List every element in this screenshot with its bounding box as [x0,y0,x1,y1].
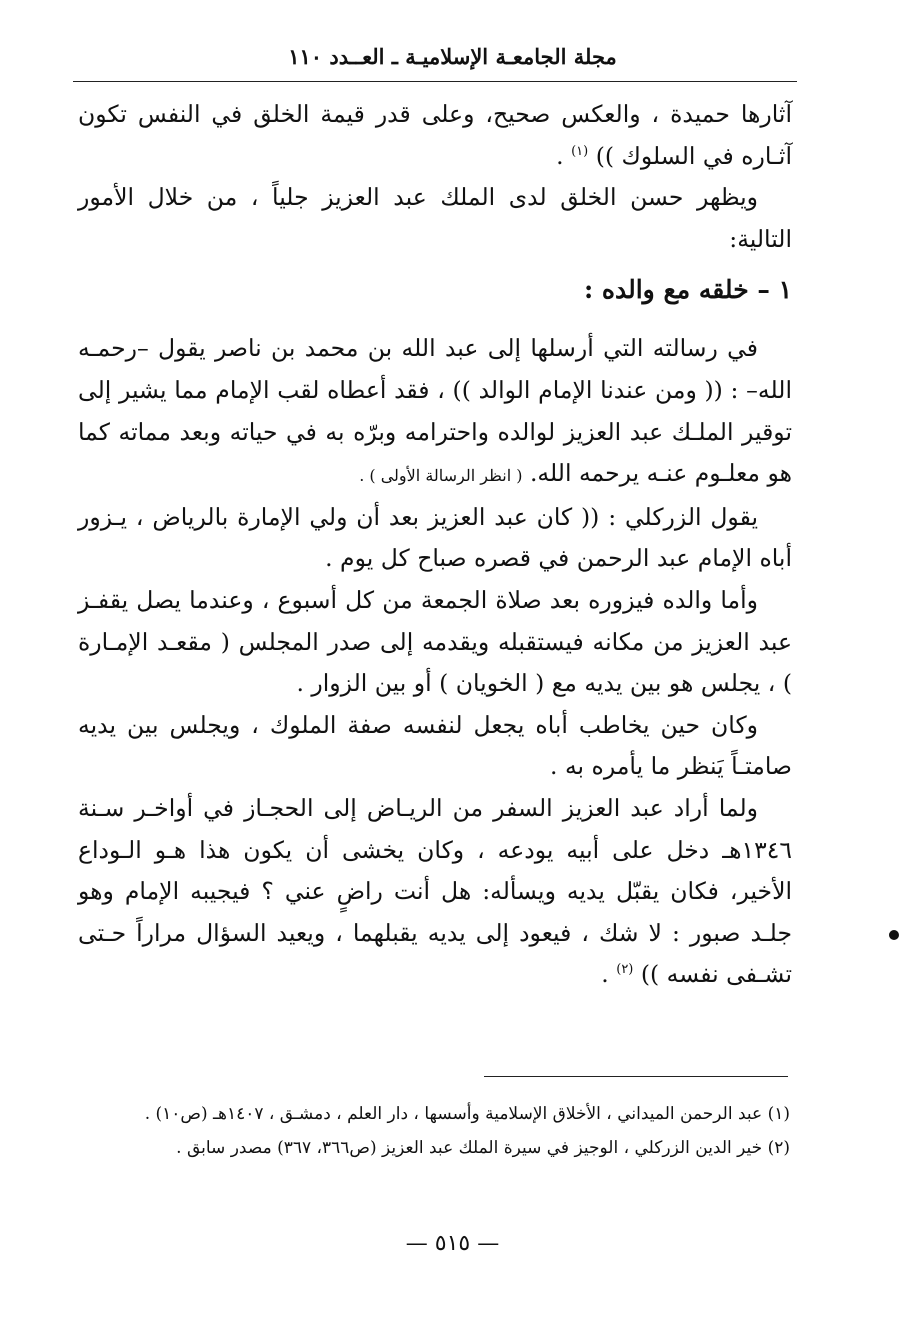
page-number: — ٥١٥ — [405,1231,500,1256]
paragraph-3: في رسالته التي أرسلها إلى عبد الله بن محمد بن ناصر يقول –رحمـه الله– : (( ومن عندنا الإمام الوالد )) ، فقد أعطاه لقب الإمام مما يشير إلى توقير الملـك عبد العزيز لوالده واحترامه وبرّه به في حياته وبعد مماته كما هو معلـوم عنـه يرحمه الله. ( انظر الرسالة الأولى ) . [78,334,792,488]
footnote-rule [484,1076,788,1077]
paragraph-7: ولما أراد عبد العزيز السفر من الريـاض إلى الحجـاز في أواخـر سـنة ١٣٤٦هـ دخل على أبيه يودعه ، وكان يخشى أن يكون هذا هـو الـوداع الأخير، فكان يقبّل يديه ويسأله: هل أنت راضٍ عني ؟ فيجيبه الإمام وهو جلـد صبور : لا شك ، فيعود إلى يديه يقبلهما ، ويعيد السؤال مراراً حـتى تشـفى نفسه )) $^{(٢)}$ . [78,793,792,989]
paragraph-6: وكان حين يخاطب أباه يجعل لنفسه صفة الملوك ، ويجلس بين يديه صامتـاً يَنظر ما يأمره به . [78,710,792,781]
header-rule [73,81,797,82]
paragraph-4: يقول الزركلي : (( كان عبد العزيز بعد أن ولي الإمارة بالرياض ، يـزور أباه الإمام عبد الرحمن في قصره صباح كل يوم . [78,502,792,573]
footnotes [80,1097,790,1165]
paragraph-5: وأما والده فيزوره بعد صلاة الجمعة من كل أسبوع ، وعندما يصل يقفـز عبد العزيز من مكانه فيستقبله ويقدمه إلى صدر المجلس ( مقعـد الإمـارة ) ، يجلس هو بين يديه مع ( الخويان ) أو بين الزوار . [78,585,792,698]
margin-dot [889,930,899,940]
paragraph-1: آثارها حميدة ، والعكس صحيح، وعلى قدر قيمة الخلق في النفس تكون آثـاره في السلوك )) $^{(١)}$ . [78,100,792,170]
section-heading: ١ – خلقه مع والده : [583,275,792,305]
inline-note: ( انظر الرسالة الأولى ) . [359,466,523,486]
footnote-ref-2[interactable]: (٢) [616,962,634,978]
body-text [78,94,792,996]
footnote-ref-1[interactable]: (١) [571,143,589,159]
footnote-2: (٢) خير الدين الزركلي ، الوجيز في سيرة الملك عبد العزيز (ص٣٦٦، ٣٦٧) مصدر سابق . [176,1138,790,1158]
footnote-1: (١) عبد الرحمن الميداني ، الأخلاق الإسلامية وأسسها ، دار العلم ، دمشـق ، ١٤٠٧هـ (ص١٠) . [144,1104,790,1124]
running-header: مجلة الجامعـة الإسلاميـة ـ العــدد ١١٠ [288,44,617,69]
paragraph-2: ويظهر حسن الخلق لدى الملك عبد العزيز جلياً ، من خلال الأمور التالية: [78,183,792,253]
